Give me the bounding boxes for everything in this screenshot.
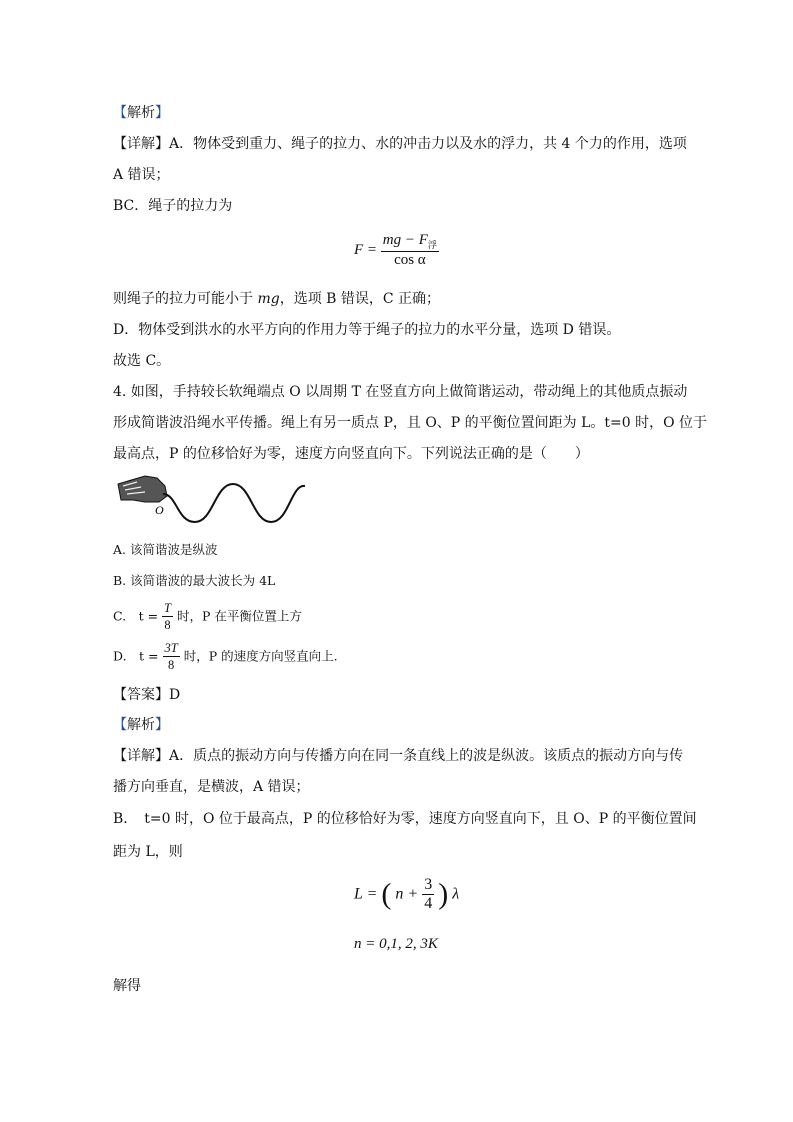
left-paren: ( [381,877,392,911]
detail-paragraph-4: D．物体受到洪水的水平方向的作用力等于绳子的拉力的水平分量，选项 D 错误。 [113,322,621,338]
option-c-fraction [162,600,173,633]
detail-text: A．物体受到重力、绳子的拉力、水的冲击力以及水的浮力，共 4 个力的作用，选项 [169,136,687,152]
formula2-n: n + [395,885,419,903]
formula-numerator: mg − F [382,232,428,248]
n-values-formula: n = 0,1, 2, 3K [354,936,438,952]
p3-text-a: 则绳子的拉力可能小于 [113,291,258,307]
option-c-denominator: 8 [164,618,171,632]
formula-subscript: 浮 [427,240,437,250]
option-a: A. 该简谐波是纵波 [113,542,218,557]
option-c-numerator: T [164,601,171,615]
right-paren: ) [438,877,449,911]
question-line-3: 最高点，P 的位移恰好为零，速度方向竖直向下。下列说法正确的是（ ） [113,446,589,462]
option-b: B. 该简谐波的最大波长为 4L [113,573,276,588]
option-c-prefix: C. t = [113,608,159,624]
option-d-text: 时，P 的速度方向竖直向上. [183,648,338,664]
detail2-line-4: 距为 L，则 [113,844,183,860]
point-o-label: O [155,503,164,517]
bracket-close: 】 [155,717,169,733]
bracket-open: 【 [113,105,127,121]
formula-lhs: F = [354,241,378,258]
wave-figure [115,472,310,530]
section-header-analysis [113,103,169,123]
answer-line [113,685,180,705]
answer-value: D [169,687,181,703]
section-label: 解析 [127,105,155,121]
detail-paragraph-1b: A 错误； [113,167,170,183]
option-d [113,640,338,673]
detail2-line-1 [113,746,683,766]
question-line-2: 形成简谐波沿绳水平传播。绳上有另一质点 P，且 O、P 的平衡位置间距为 L。t=0 时，O 位于 [113,415,708,431]
formula2-fraction [422,876,434,913]
detail-paragraph-5: 故选 C。 [113,353,171,369]
p3-mg: mg [257,291,280,307]
formula2-numerator: 3 [424,876,433,893]
option-d-numerator: 3T [164,641,178,655]
bracket-close: 】 [155,105,169,121]
detail2-line-2: 播方向垂直，是横波，A 错误； [113,779,310,795]
option-c-text: 时，P 在平衡位置上方 [176,608,302,624]
detail2-line-3: B． t=0 时，O 位于最高点，P 的位移恰好为零，速度方向竖直向下，且 O、P 的平衡位置间 [113,811,697,827]
option-c [113,600,302,633]
solve-line: 解得 [113,978,141,994]
detail-paragraph-1 [113,134,687,154]
formula2-lambda: λ [452,885,460,903]
option-d-denominator: 8 [167,658,175,672]
question-line-1: 4. 如图，手持较长软绳端点 O 以周期 T 在竖直方向上做简谐运动，带动绳上的其他质点振动 [113,384,688,400]
section-header-analysis-2 [113,715,169,735]
detail-tag: 【详解】 [113,136,169,152]
detail-paragraph-2: BC．绳子的拉力为 [113,198,233,214]
detail-paragraph-3 [113,289,440,309]
answer-tag: 【答案】 [113,687,169,703]
bracket-open: 【 [113,717,127,733]
section-label: 解析 [127,717,155,733]
formula-fraction [381,232,439,269]
formula2-denominator: 4 [424,895,433,912]
p3-text-c: ，选项 B 错误，C 正确； [279,291,441,307]
tension-formula [354,232,439,269]
detail-tag: 【详解】 [113,748,169,764]
detail-text: A．质点的振动方向与传播方向在同一条直线上的波是纵波。该质点的振动方向与传 [169,748,684,764]
option-d-fraction [163,640,180,673]
formula2-lhs: L = [354,885,378,903]
option-d-prefix: D. t = [113,648,159,664]
rope-wave [163,484,305,522]
formula-denominator: cos α [394,252,426,268]
wavelength-formula [354,876,459,913]
hand-icon [118,476,167,502]
